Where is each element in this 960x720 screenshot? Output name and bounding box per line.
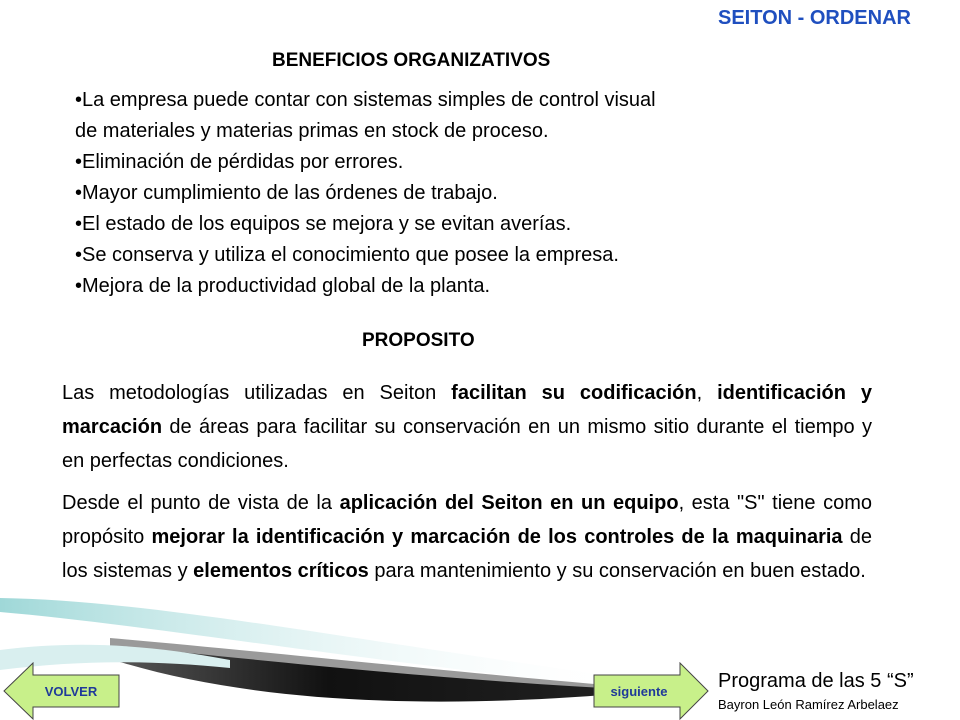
list-item: •Eliminación de pérdidas por errores. [75,151,404,173]
volver-label: VOLVER [44,683,98,699]
siguiente-button[interactable] [592,662,710,720]
footer-author: Bayron León Ramírez Arbelaez [718,697,899,712]
paragraph-text: de los sistemas y [62,526,872,582]
paragraph-emphasis: identificación y marcación [62,382,872,438]
proposito-paragraph-1 [62,376,872,478]
proposito-title: PROPOSITO [362,330,475,351]
paragraph-emphasis: mejorar la identificación y marcación de los controles de la maquinaria [151,526,843,548]
paragraph-text: Desde el punto de vista de la [62,492,340,514]
siguiente-label: siguiente [610,683,668,699]
paragraph-text: Las metodologías utilizadas en Seiton [62,382,452,404]
paragraph-emphasis: aplicación del Seiton en un equipo [339,492,679,514]
paragraph-text: para mantenimiento y su conservación en buen estado. [368,560,866,582]
paragraph-emphasis: facilitan su codificación [451,382,697,404]
list-item: •Se conserva y utiliza el conocimiento que posee la empresa. [75,244,619,266]
list-item: •La empresa puede contar con sistemas simples de control visual [75,89,656,111]
footer-program-title: Programa de las 5 “S” [718,670,914,692]
list-item: •El estado de los equipos se mejora y se evitan averías. [75,213,572,235]
paragraph-emphasis: elementos críticos [193,560,369,582]
volver-button[interactable] [3,662,121,720]
list-item: de materiales y materias primas en stock de proceso. [75,120,549,142]
beneficios-list [75,85,795,302]
list-item: •Mejora de la productividad global de la planta. [75,275,491,297]
proposito-paragraph-2 [62,486,872,588]
paragraph-text: , esta "S" tiene como propósito [62,492,872,548]
list-item: •Mayor cumplimiento de las órdenes de trabajo. [75,182,498,204]
paragraph-text: de áreas para facilitar su conservación en un mismo sitio durante el tiempo y en perfectas condiciones. [62,416,872,472]
beneficios-title: BENEFICIOS ORGANIZATIVOS [272,50,551,71]
paragraph-text: , [696,382,718,404]
page-header-title: SEITON - ORDENAR [718,7,911,29]
